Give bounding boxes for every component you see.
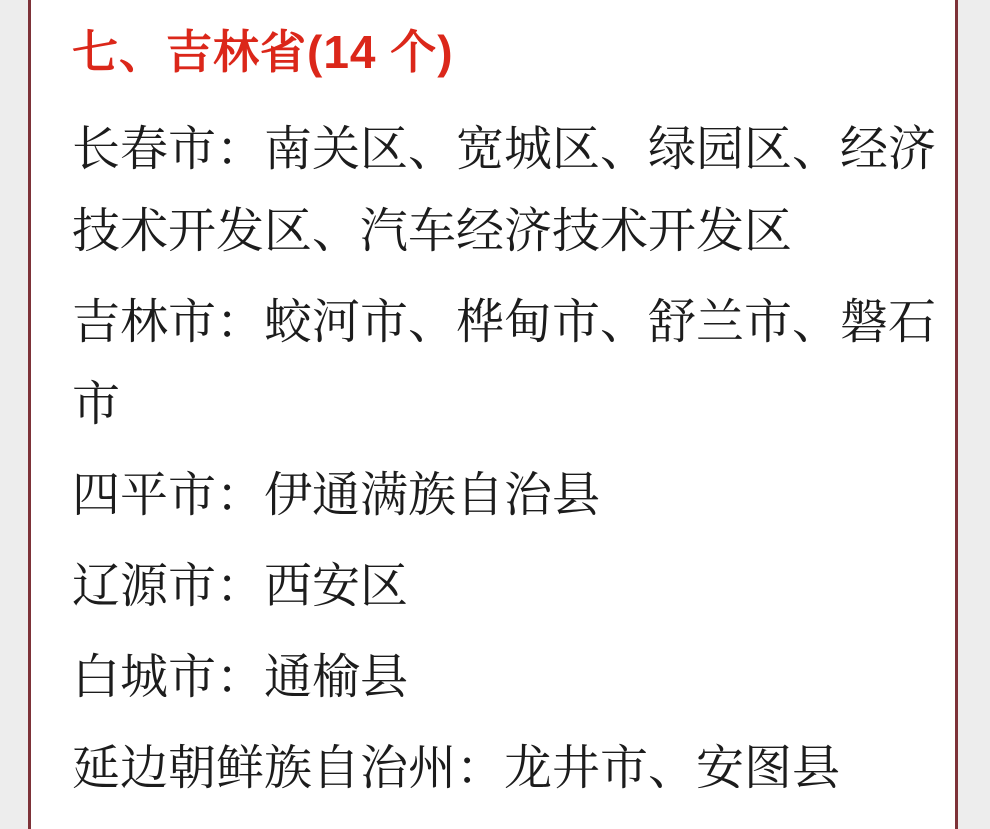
section-title: 七、吉林省(14 个): [72, 26, 454, 78]
list-line-baicheng: 白城市：通榆县: [72, 651, 409, 704]
left-margin-strip: [0, 0, 28, 829]
list-line-liaoyuan: 辽源市：西安区: [72, 560, 409, 613]
list-line-changchun: 长春市：南关区、宽城区、绿园区、经济: [72, 123, 937, 176]
document-content: [31, 0, 955, 810]
list-line-jilin-2: 市: [72, 378, 121, 431]
list-line-yanbian: 延边朝鲜族自治州：龙井市、安图县: [72, 742, 841, 795]
right-margin-strip: [958, 0, 990, 829]
region-list: [72, 109, 955, 810]
list-line-changchun-2: 技术开发区、汽车经济技术开发区: [72, 205, 793, 258]
list-line-siping: 四平市：伊通满族自治县: [72, 469, 601, 522]
list-line-jilin: 吉林市：蛟河市、桦甸市、舒兰市、磐石: [72, 296, 937, 349]
